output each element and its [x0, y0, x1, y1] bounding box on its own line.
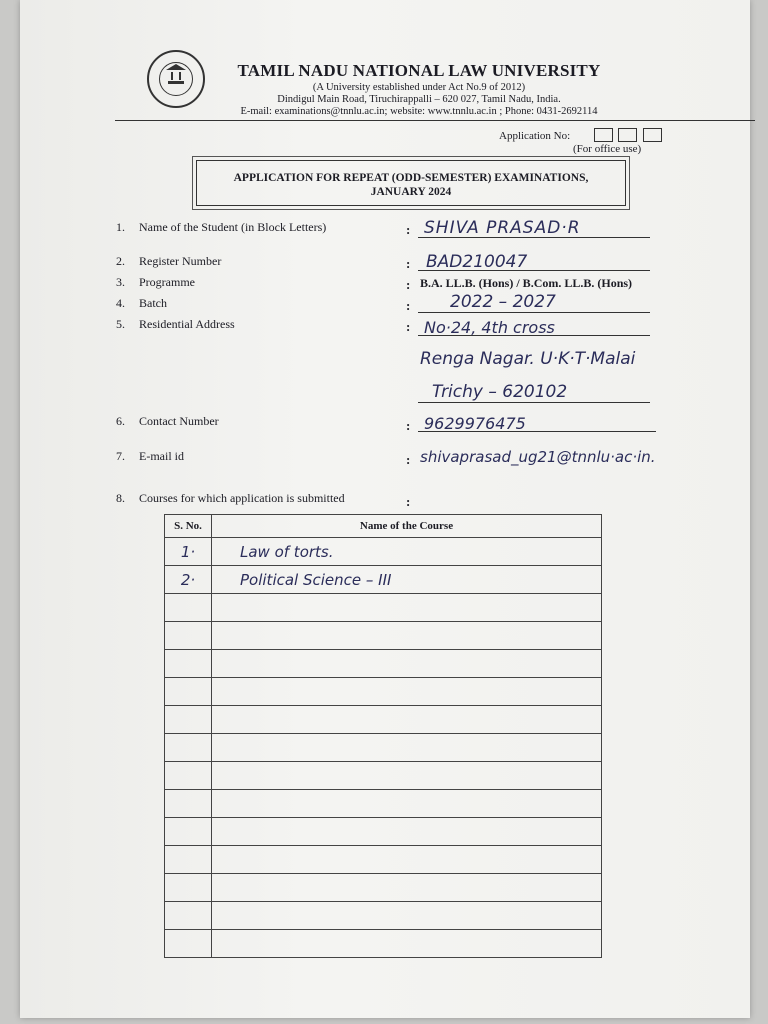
university-contact: E-mail: examinations@tnnlu.ac.in; website: www.tnnlu.ac.in ; Phone: 0431-2692114	[240, 106, 598, 117]
colon: :	[406, 452, 411, 467]
field-number: 6.	[116, 414, 125, 428]
table-row	[165, 902, 602, 930]
course-value	[212, 627, 240, 645]
batch-label: Batch	[139, 296, 167, 310]
course-cell[interactable]	[212, 818, 602, 846]
course-value	[212, 935, 240, 953]
course-value	[212, 683, 240, 701]
field-number: 3.	[116, 275, 125, 289]
register-underline	[418, 270, 650, 271]
form-title-line2: JANUARY 2024	[370, 186, 452, 198]
sno-cell[interactable]	[165, 566, 212, 594]
sno-cell[interactable]	[165, 818, 212, 846]
table-row	[165, 818, 602, 846]
table-row	[165, 622, 602, 650]
table-row	[165, 874, 602, 902]
email-value[interactable]: shivaprasad_ug21@tnnlu·ac·in.	[420, 448, 656, 466]
courses-table	[164, 514, 602, 958]
register-label: Register Number	[139, 254, 222, 268]
table-row	[165, 678, 602, 706]
application-no-box-3[interactable]	[643, 128, 662, 142]
contact-label: Contact Number	[139, 414, 219, 428]
course-cell[interactable]	[212, 678, 602, 706]
field-number: 5.	[116, 317, 125, 331]
table-row	[165, 846, 602, 874]
course-value	[212, 655, 240, 673]
sno-cell[interactable]	[165, 902, 212, 930]
sno-value: 2·	[180, 570, 196, 589]
course-value	[212, 767, 240, 785]
course-value	[212, 711, 240, 729]
course-cell[interactable]	[212, 734, 602, 762]
name-value[interactable]: SHIVA PRASAD·R	[424, 218, 581, 238]
batch-value[interactable]: 2022 – 2027	[450, 292, 556, 312]
course-cell[interactable]	[212, 762, 602, 790]
field-number: 7.	[116, 449, 125, 463]
university-established: (A University established under Act No.9 of 2012)	[312, 82, 526, 93]
table-row	[165, 930, 602, 958]
course-value	[212, 851, 240, 869]
course-value	[212, 739, 240, 757]
field-number: 8.	[116, 491, 125, 505]
colon: :	[406, 494, 411, 509]
course-cell[interactable]	[212, 902, 602, 930]
course-value	[212, 907, 240, 925]
table-row	[165, 790, 602, 818]
course-cell[interactable]	[212, 566, 602, 594]
table-row	[165, 594, 602, 622]
courses-label: Courses for which application is submitted	[139, 491, 345, 505]
address-line-1[interactable]: No·24, 4th cross	[424, 318, 555, 337]
table-row	[165, 650, 602, 678]
course-cell[interactable]	[212, 650, 602, 678]
colon: :	[406, 418, 411, 433]
address-underline-1	[418, 335, 650, 336]
course-cell[interactable]	[212, 622, 602, 650]
course-value: Political Science – III	[240, 570, 392, 589]
contact-value[interactable]: 9629976475	[424, 414, 526, 433]
sno-cell[interactable]	[165, 650, 212, 678]
batch-underline	[418, 312, 650, 313]
course-cell[interactable]	[212, 706, 602, 734]
colon: :	[406, 222, 411, 237]
sno-cell[interactable]	[165, 930, 212, 958]
sno-cell[interactable]	[165, 678, 212, 706]
course-cell[interactable]	[212, 874, 602, 902]
course-cell[interactable]	[212, 790, 602, 818]
address-line-2[interactable]: Renga Nagar. U·K·T·Malai	[420, 349, 636, 369]
university-name: TAMIL NADU NATIONAL LAW UNIVERSITY	[237, 61, 601, 80]
application-no-label: Application No:	[499, 130, 571, 142]
programme-value: B.A. LL.B. (Hons) / B.Com. LL.B. (Hons)	[420, 276, 633, 290]
form-title-line1: APPLICATION FOR REPEAT (ODD-SEMESTER) EXAMINATIONS,	[233, 172, 589, 184]
table-row	[165, 566, 602, 594]
address-label: Residential Address	[139, 317, 235, 331]
sno-cell[interactable]	[165, 790, 212, 818]
application-no-box-1[interactable]	[594, 128, 613, 142]
form-title-box	[196, 160, 626, 206]
sno-cell[interactable]	[165, 846, 212, 874]
table-row	[165, 706, 602, 734]
sno-cell[interactable]	[165, 706, 212, 734]
address-line-3[interactable]: Trichy – 620102	[432, 382, 568, 402]
programme-label: Programme	[139, 275, 195, 289]
header-divider	[115, 120, 755, 121]
colon: :	[406, 319, 411, 334]
application-no-box-2[interactable]	[618, 128, 637, 142]
field-number: 4.	[116, 296, 125, 310]
course-cell[interactable]	[212, 594, 602, 622]
email-label: E-mail id	[139, 449, 184, 463]
course-value	[212, 795, 240, 813]
sno-cell[interactable]	[165, 594, 212, 622]
register-value[interactable]: BAD210047	[426, 252, 528, 272]
sno-header: S. No.	[165, 515, 212, 538]
name-label: Name of the Student (in Block Letters)	[139, 220, 327, 234]
field-number: 2.	[116, 254, 125, 268]
table-header-row	[165, 515, 602, 538]
colon: :	[406, 256, 411, 271]
sno-cell[interactable]	[165, 874, 212, 902]
table-row	[165, 734, 602, 762]
sno-cell[interactable]	[165, 762, 212, 790]
table-row	[165, 538, 602, 566]
university-address: Dindigul Main Road, Tiruchirappalli – 620 027, Tamil Nadu, India.	[277, 94, 561, 105]
course-value	[212, 823, 240, 841]
table-row	[165, 762, 602, 790]
address-underline-3	[418, 402, 650, 403]
colon: :	[406, 277, 411, 292]
course-cell[interactable]	[212, 538, 602, 566]
course-cell[interactable]	[212, 930, 602, 958]
name-underline	[418, 237, 650, 238]
course-value: Law of torts.	[240, 542, 334, 561]
field-number: 1.	[116, 220, 125, 234]
sno-cell[interactable]	[165, 538, 212, 566]
sno-cell[interactable]	[165, 734, 212, 762]
sno-value: 1·	[180, 542, 196, 561]
course-cell[interactable]	[212, 846, 602, 874]
sno-cell[interactable]	[165, 622, 212, 650]
colon: :	[406, 298, 411, 313]
office-use-note: (For office use)	[573, 143, 642, 155]
course-value	[212, 599, 240, 617]
contact-underline	[418, 431, 656, 432]
course-value	[212, 879, 240, 897]
course-header: Name of the Course	[212, 515, 602, 538]
